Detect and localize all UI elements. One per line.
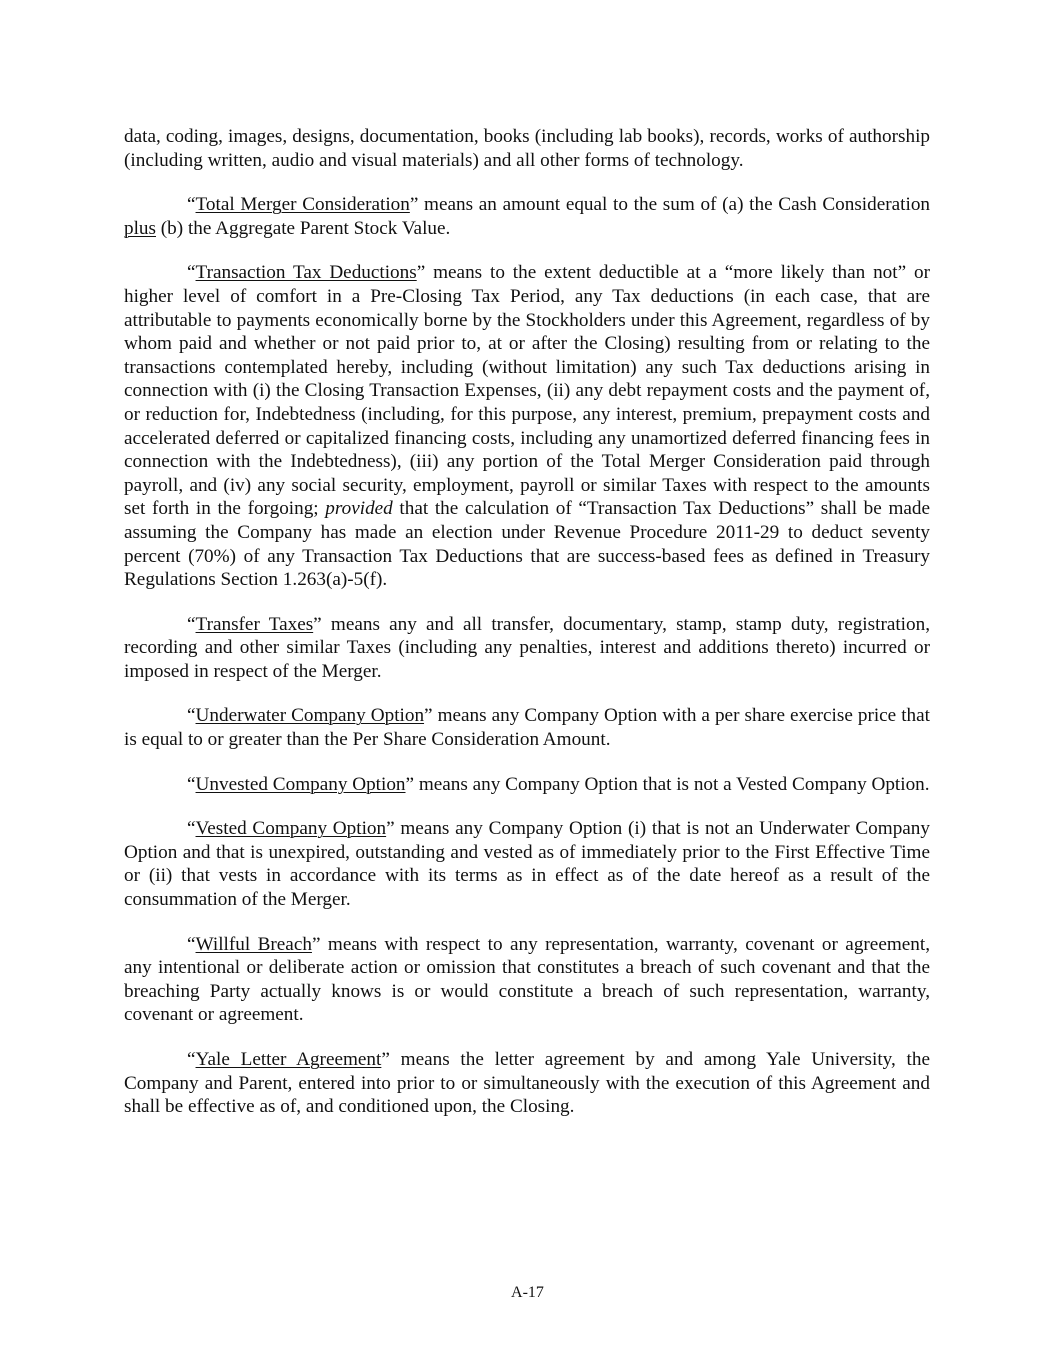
definition-transaction-tax-deductions — [124, 261, 930, 591]
definition-text: ” means any Company Option that is not a Vested Company Option. — [405, 773, 930, 795]
open-quote: “ — [187, 194, 196, 216]
open-quote: “ — [187, 773, 196, 795]
open-quote: “ — [187, 1049, 196, 1070]
definition-text: that the calculation of “Transaction Tax Deductions” shall be made assuming the Company has made an election under Revenue Procedure 2011-29 to deduct seventy percent (70%) of any Transaction Tax Deductions that are success-based fees as defined in Treasury Regulations Section 1.263(a)-5(f). — [124, 498, 930, 591]
emphasis-word: provided — [325, 498, 393, 520]
definition-willful-breach — [124, 933, 930, 1027]
definition-text: ” means any Company Option (i) that is not an Underwater Company Option and that is unexpired, outstanding and vested as of immediately prior to the First Effective Time or (ii) that vests in accordance with its terms as in effect as of the date hereof as a result of the consummation of the Merger. — [124, 818, 930, 911]
page-number: A-17 — [511, 1284, 544, 1301]
defined-term: Total Merger Consideration — [195, 194, 410, 216]
definition-total-merger-consideration — [124, 193, 930, 240]
open-quote: “ — [187, 705, 196, 727]
defined-term: Vested Company Option — [195, 818, 387, 840]
definition-text: ” means with respect to any representation, warranty, covenant or agreement, any intentional or deliberate action or omission that constitutes a breach of such covenant and that the breaching Party actually knows is or would constitute a breach of such representation, warranty, covenant or agreement. — [124, 933, 930, 1026]
document-page — [124, 125, 930, 1140]
open-quote: “ — [187, 933, 196, 955]
definition-unvested-company-option — [124, 773, 930, 797]
continuation-paragraph: data, coding, images, designs, documentation, books (including lab books), records, works of authorship (including written, audio and visual materials) and all other forms of technology. — [124, 126, 930, 171]
definition-text: (b) the Aggregate Parent Stock Value. — [156, 217, 451, 239]
defined-term: Yale Letter Agreement — [195, 1049, 382, 1070]
definition-vested-company-option — [124, 817, 930, 911]
definition-text: ” means an amount equal to the sum of (a) the Cash Consideration — [409, 194, 931, 216]
open-quote: “ — [187, 262, 196, 284]
definition-yale-letter-agreement — [124, 1048, 930, 1119]
defined-term: Willful Breach — [195, 933, 312, 955]
defined-term: Transaction Tax Deductions — [195, 262, 417, 284]
definition-text: ” means the letter agreement by and among Yale University, the Company and Parent, entered into prior to or simultaneously with the execution of this Agreement and shall be effective as of, and conditioned upon, the Closing. — [124, 1049, 930, 1118]
open-quote: “ — [187, 818, 196, 840]
definition-transfer-taxes — [124, 613, 930, 684]
open-quote: “ — [187, 613, 196, 635]
defined-term: Unvested Company Option — [195, 773, 406, 795]
definition-underwater-company-option — [124, 704, 930, 751]
definition-text: ” means any Company Option with a per share exercise price that is equal to or greater than the Per Share Consideration Amount. — [124, 705, 930, 751]
defined-term: Transfer Taxes — [195, 613, 314, 635]
defined-term: Underwater Company Option — [195, 705, 425, 727]
definition-text: ” means any and all transfer, documentary, stamp, stamp duty, registration, recording and other similar Taxes (including any penalties, interest and additions thereto) incurred or imposed in respect of the Merger. — [124, 613, 930, 682]
emphasis-word: plus — [124, 217, 156, 239]
definition-text: ” means to the extent deductible at a “more likely than not” or higher level of comfort in a Pre-Closing Tax Period, any Tax deductions (in each case, that are attributable to payments economically borne by the Stockholders under this Agreement, regardless of by whom paid and whether or not paid prior to, at or after the Closing) resulting from or relating to the transactions contemplated hereby, including (without limitation) any such Tax deductions arising in connection with (i) the Closing Transaction Expenses, (ii) any debt repayment costs and the payment of, or reduction for, Indebtedness (including, for this purpose, any interest, premium, prepayment costs and accelerated deferred or capitalized financing costs, including any unamortized deferred financing fees in connection with the Indebtedness), (iii) any portion of the Total Merger Consideration paid through payroll, and (iv) any social security, employment, payroll or similar Taxes with respect to the amounts set forth in the forgoing; — [124, 262, 930, 520]
